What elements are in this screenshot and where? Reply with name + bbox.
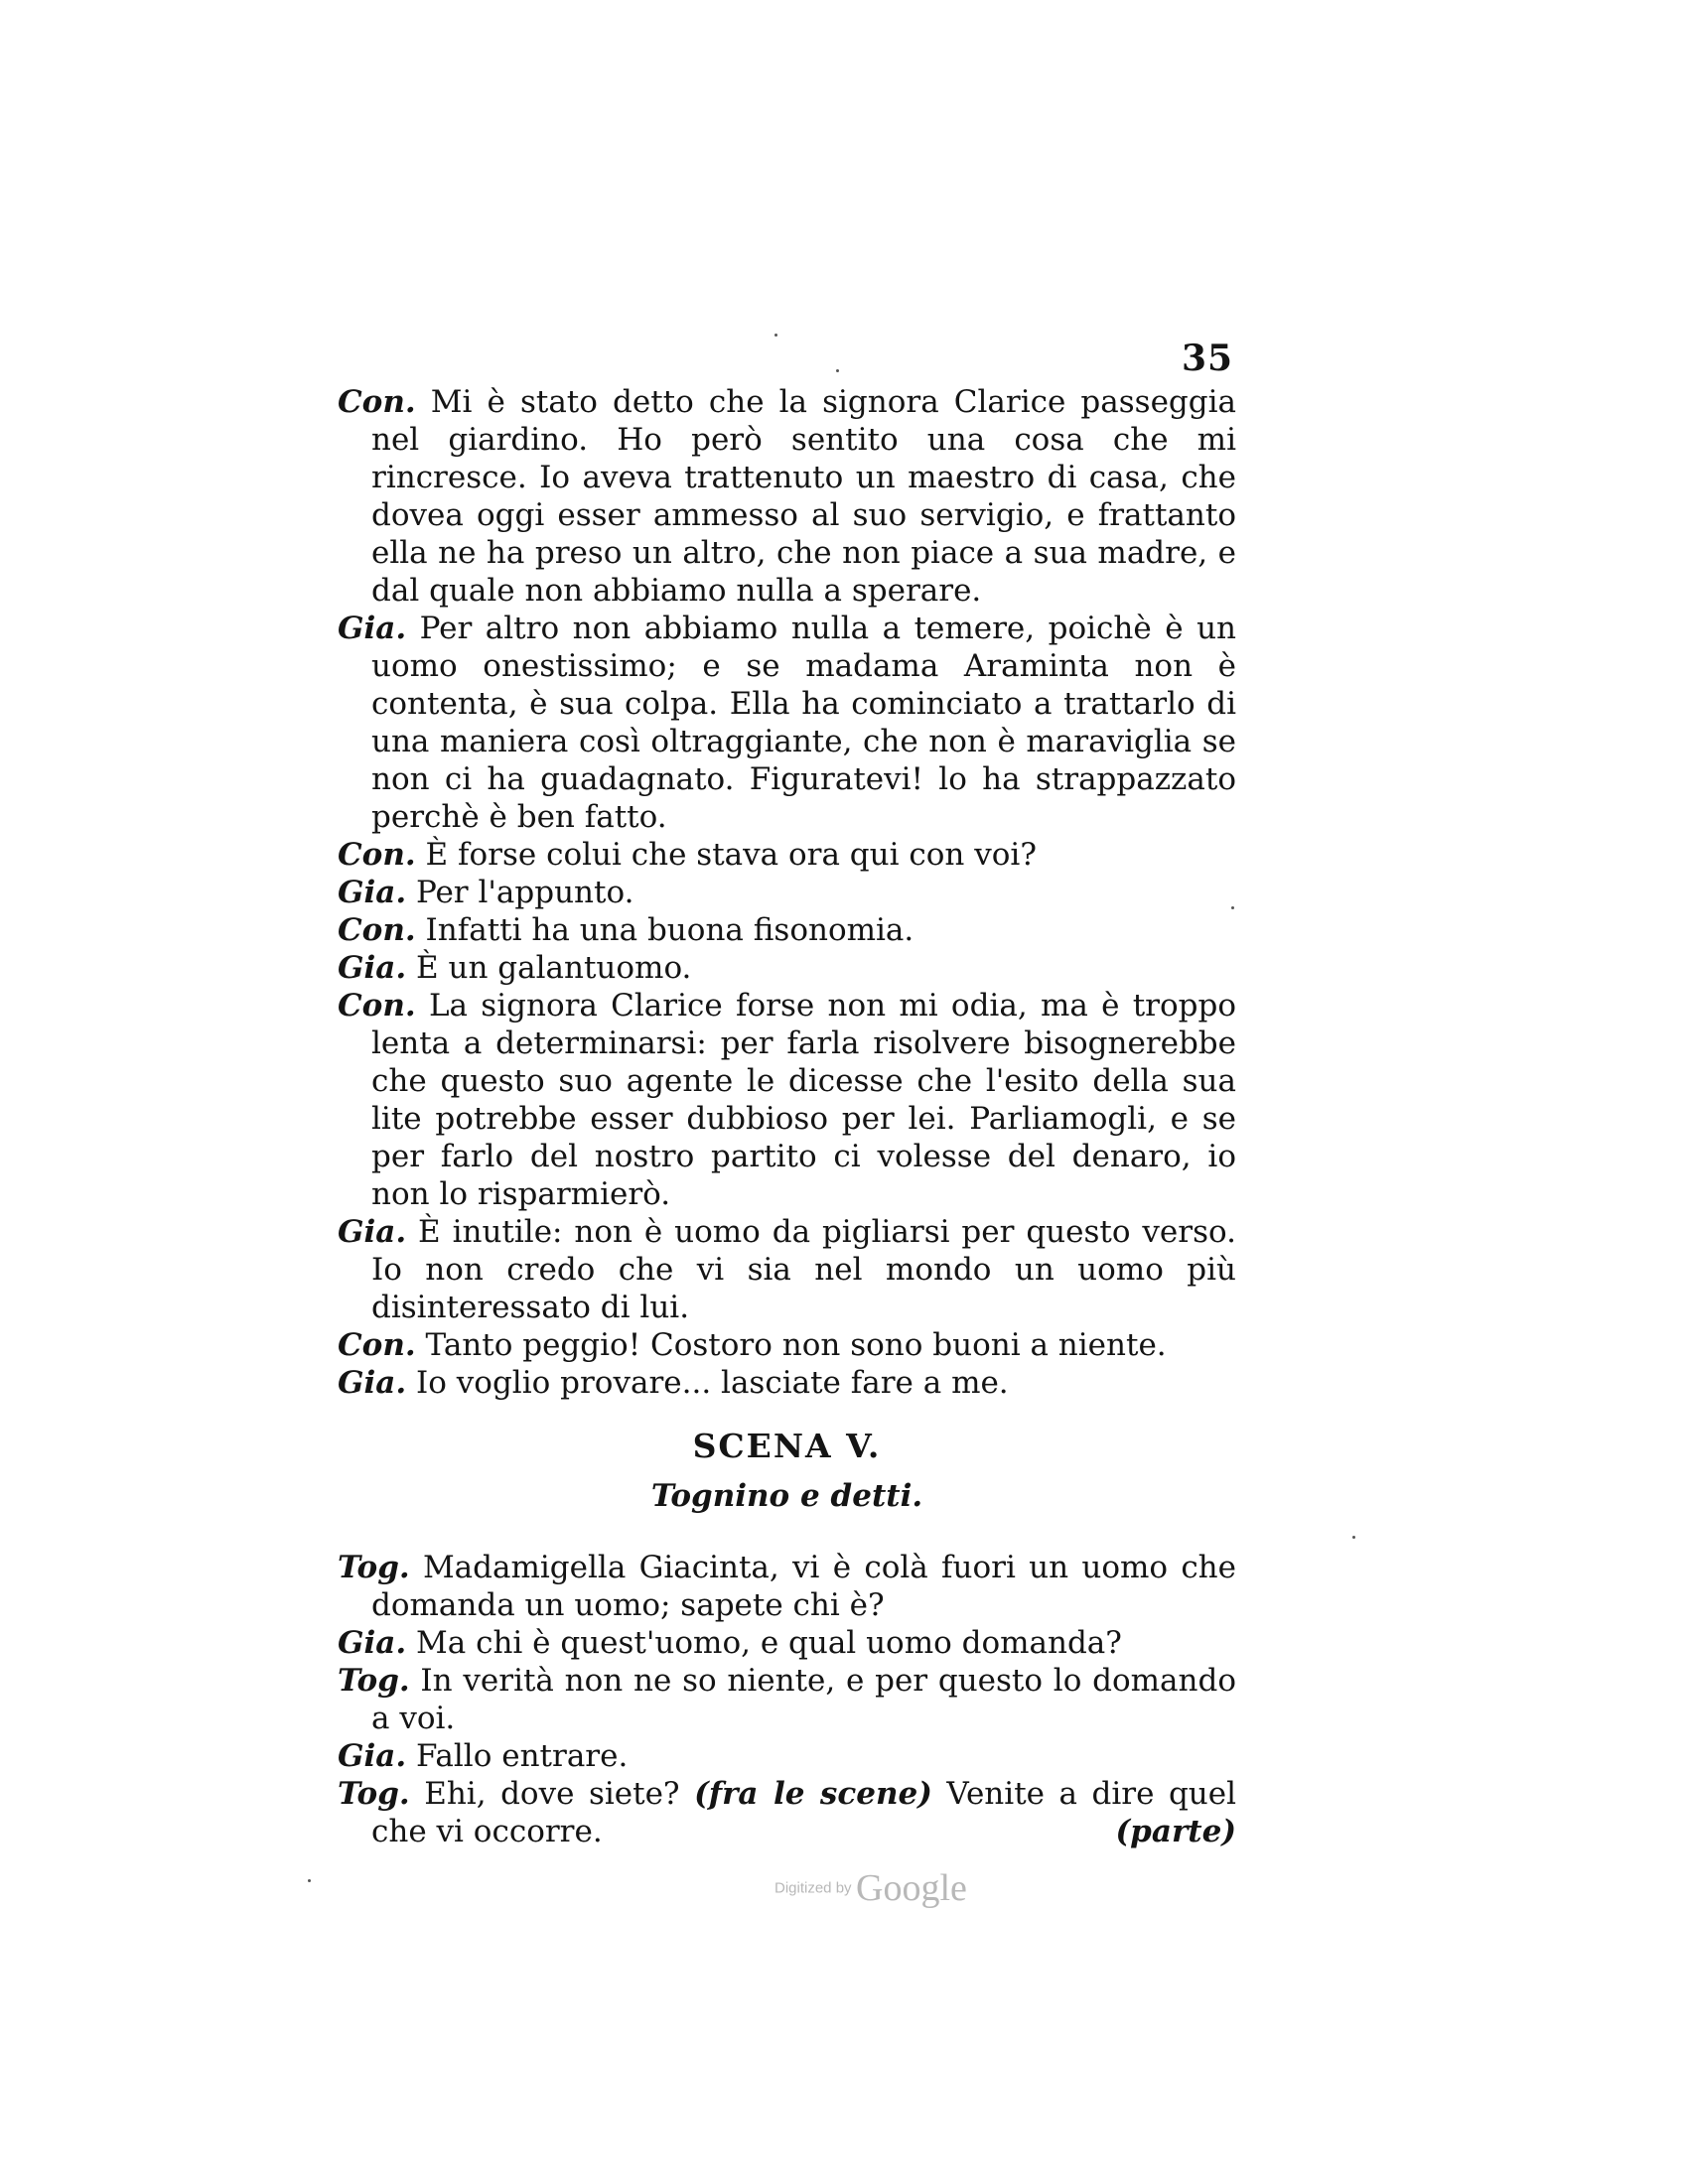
speech bbox=[338, 836, 1236, 874]
speech-text: Ehi, dove siete? bbox=[424, 1776, 680, 1812]
speaker: Tog. bbox=[338, 1776, 410, 1812]
print-speck bbox=[1231, 906, 1234, 909]
scene-heading: SCENA V. bbox=[692, 1427, 882, 1465]
speaker: Con. bbox=[338, 1327, 416, 1363]
speech-text: Io voglio provare... lasciate fare a me. bbox=[416, 1365, 1009, 1401]
digitized-watermark bbox=[774, 1866, 967, 1910]
speech-text: Madamigella Giacinta, vi è colà fuori un uomo che domanda un uomo; sapete chi è? bbox=[371, 1550, 1236, 1623]
page-text bbox=[338, 383, 1236, 1850]
speech-text: Per l'appunto. bbox=[416, 875, 634, 910]
speech bbox=[338, 949, 1236, 987]
speech bbox=[338, 874, 1236, 911]
print-speck bbox=[308, 1879, 311, 1882]
speech-text: È un galantuomo. bbox=[416, 950, 692, 986]
exit-direction: (parte) bbox=[1115, 1814, 1236, 1849]
speech bbox=[338, 911, 1236, 949]
speech bbox=[338, 610, 1236, 836]
speech-text: Ma chi è quest'uomo, e qual uomo domanda? bbox=[416, 1625, 1122, 1661]
speech-text: Tanto peggio! Costoro non sono buoni a niente. bbox=[425, 1327, 1167, 1363]
speaker: Gia. bbox=[338, 1214, 407, 1250]
speaker: Con. bbox=[338, 912, 416, 948]
speech bbox=[338, 1624, 1236, 1662]
speaker: Con. bbox=[338, 384, 416, 420]
stage-direction: (fra le scene) bbox=[694, 1776, 932, 1812]
speech-text: Per altro non abbiamo nulla a temere, poichè è un uomo onestissimo; e se madama Araminta non è contenta, è sua colpa. Ella ha cominciato a trattarlo di una maniera così oltraggiante, che non è maraviglia se non ci ha guadagnato. Figuratevi! lo ha strappazzato perchè è ben fatto. bbox=[371, 611, 1237, 835]
speech-with-exit bbox=[338, 1775, 1236, 1850]
print-speck bbox=[1352, 1536, 1355, 1539]
speaker: Gia. bbox=[338, 950, 407, 986]
speech-text: È forse colui che stava ora qui con voi? bbox=[425, 837, 1037, 873]
speech bbox=[338, 1213, 1236, 1326]
speech bbox=[338, 383, 1236, 610]
speaker: Gia. bbox=[338, 1738, 407, 1774]
speaker: Con. bbox=[338, 988, 416, 1024]
speaker: Tog. bbox=[338, 1550, 410, 1585]
speech-text: Venite a dire quel che vi occorre. bbox=[371, 1776, 1237, 1849]
speech bbox=[338, 987, 1236, 1213]
speech bbox=[338, 1326, 1236, 1364]
page-number: 35 bbox=[1182, 338, 1234, 379]
print-speck bbox=[836, 369, 839, 372]
speaker: Tog. bbox=[338, 1663, 410, 1699]
speaker: Con. bbox=[338, 837, 416, 873]
speech bbox=[338, 1737, 1236, 1775]
speaker: Gia. bbox=[338, 1625, 407, 1661]
speech-text: Mi è stato detto che la signora Clarice passeggia nel giardino. Ho però sentito una cosa che mi rincresce. Io aveva trattenuto un maestro di casa, che dovea oggi esser ammesso al suo servigio, e frattanto ella ne ha preso un altro, che non piace a sua madre, e dal quale non abbiamo nulla a sperare. bbox=[371, 384, 1236, 609]
scene-characters: Tognino e detti. bbox=[650, 1478, 923, 1514]
speech-text: In verità non ne so niente, e per questo lo domando a voi. bbox=[371, 1663, 1236, 1736]
speech-text: La signora Clarice forse non mi odia, ma è troppo lenta a determinarsi: per farla risolvere bisognerebbe che questo suo agente le dicesse che l'esito della sua lite potrebbe esser dubbioso per lei. Parliamogli, e se per farlo del nostro partito ci volesse del denaro, io non lo risparmierò. bbox=[371, 988, 1237, 1212]
speaker: Gia. bbox=[338, 875, 407, 910]
print-speck bbox=[774, 334, 777, 337]
speech-text: È inutile: non è uomo da pigliarsi per questo verso. Io non credo che vi sia nel mondo un uomo più disinteressato di lui. bbox=[371, 1214, 1236, 1325]
watermark-caption: Digitized by bbox=[774, 1879, 852, 1897]
speech-text: Fallo entrare. bbox=[416, 1738, 629, 1774]
speech bbox=[338, 1549, 1236, 1624]
speaker: Gia. bbox=[338, 611, 407, 646]
speech-text: Infatti ha una buona fisonomia. bbox=[425, 912, 914, 948]
speech bbox=[338, 1364, 1236, 1402]
speaker: Gia. bbox=[338, 1365, 407, 1401]
google-logo: Google bbox=[856, 1867, 967, 1909]
speech bbox=[338, 1662, 1236, 1737]
